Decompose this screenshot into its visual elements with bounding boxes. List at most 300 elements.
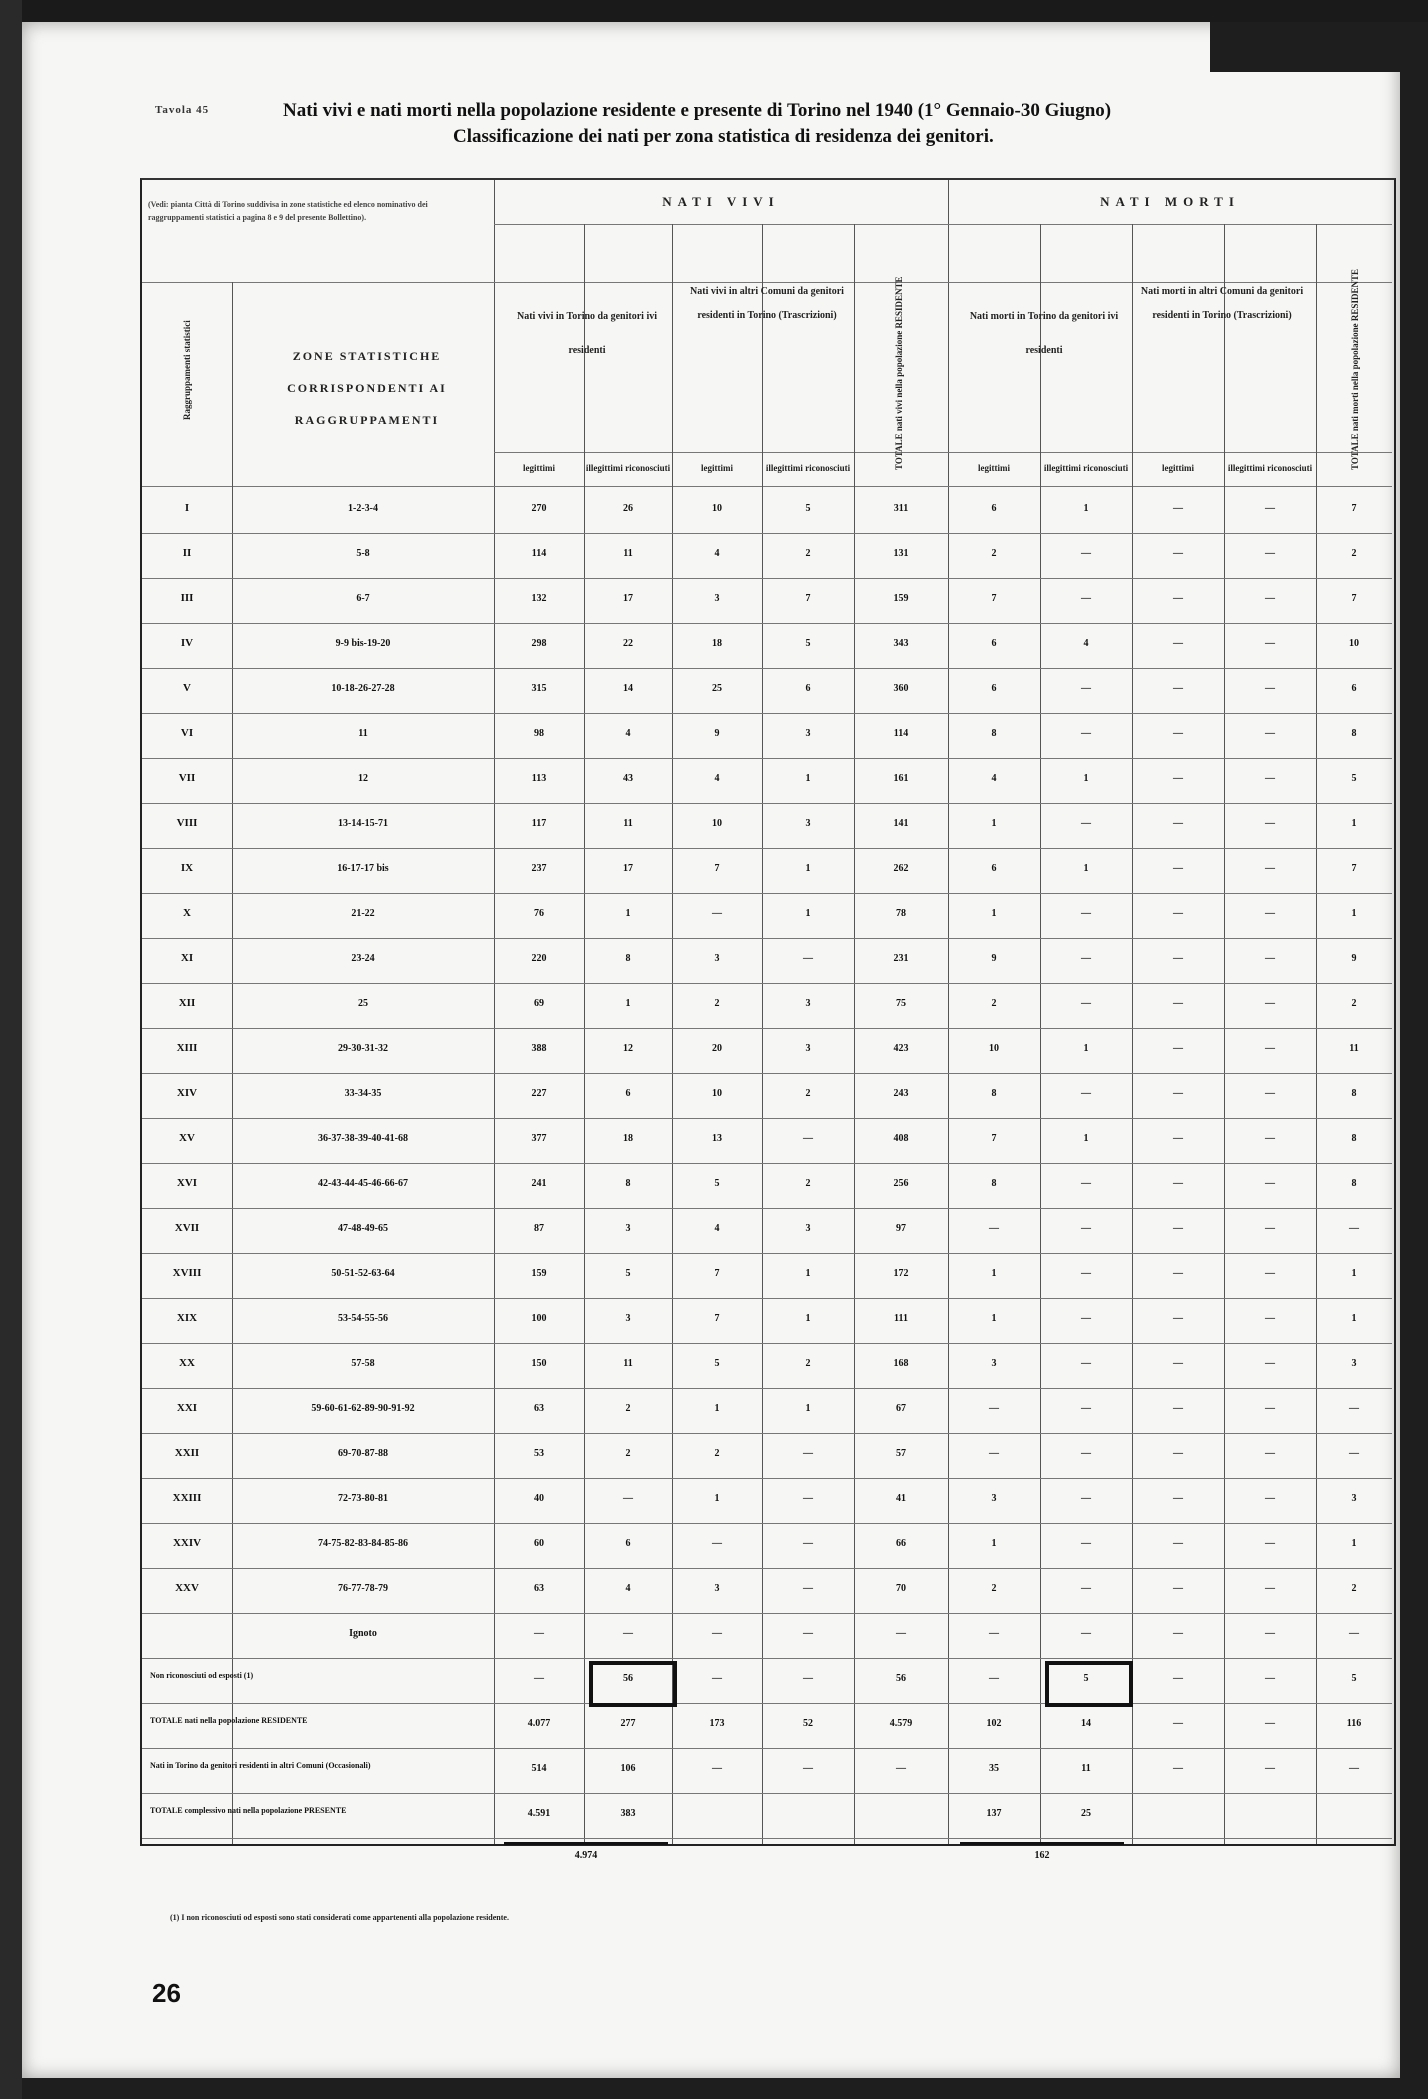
- zone-codes: 36-37-38-39-40-41-68: [318, 1133, 408, 1144]
- table-cell: —: [803, 1583, 813, 1594]
- table-cell: —: [1265, 593, 1275, 604]
- table-cell: 2: [714, 998, 720, 1009]
- table-cell: 114: [531, 548, 547, 559]
- table-cell: 3: [991, 1358, 997, 1369]
- table-cell: —: [1265, 1583, 1275, 1594]
- table-cell: —: [1081, 908, 1091, 919]
- header-divider: [494, 224, 1392, 225]
- header-nm-torino: Nati morti in Torino da genitori ivi residenti: [969, 311, 1119, 356]
- group-number: XIV: [176, 1087, 198, 1099]
- table-cell: 11: [623, 548, 633, 559]
- zone-codes: 10-18-26-27-28: [331, 683, 395, 694]
- header-totale-vivi: TOTALE nati vivi nella popolazione RESIDENTE: [894, 276, 904, 470]
- table-cell: —: [1265, 638, 1275, 649]
- table-cell: 13: [712, 1133, 722, 1144]
- table-cell: 2: [1351, 998, 1357, 1009]
- table-cell: 75: [896, 998, 906, 1009]
- table-cell: 60: [534, 1538, 544, 1549]
- table-cell: —: [1173, 1268, 1183, 1279]
- table-cell: 1: [1083, 773, 1089, 784]
- zone-codes: 11: [358, 728, 368, 739]
- table-cell: 4: [1083, 638, 1089, 649]
- header-nati-morti: NATI MORTI: [1100, 194, 1240, 209]
- table-cell: —: [1265, 728, 1275, 739]
- table-cell: —: [803, 1628, 813, 1639]
- table-cell: —: [1081, 1448, 1091, 1459]
- table-cell: 3: [714, 593, 720, 604]
- table-cell: 97: [896, 1223, 906, 1234]
- zone-codes: 59-60-61-62-89-90-91-92: [311, 1403, 415, 1414]
- table-cell: 1: [1083, 1043, 1089, 1054]
- page-number: 26: [152, 1978, 181, 2008]
- table-cell: —: [1081, 593, 1091, 604]
- table-cell: —: [1081, 1088, 1091, 1099]
- table-cell: 3: [805, 818, 811, 829]
- table-cell: —: [1081, 683, 1091, 694]
- group-number: XXV: [175, 1582, 199, 1594]
- header-nv-torino: Nati vivi in Torino da genitori ivi residenti: [516, 311, 658, 356]
- zone-codes: 69-70-87-88: [338, 1448, 388, 1459]
- table-cell: —: [1173, 773, 1183, 784]
- subheader-legittimi: legittimi: [523, 463, 555, 473]
- table-cell: —: [1173, 593, 1183, 604]
- table-cell: —: [1173, 1628, 1183, 1639]
- row-divider: [142, 1748, 1392, 1749]
- row-divider: [142, 1253, 1392, 1254]
- table-cell: 2: [991, 1583, 997, 1594]
- grand-total-morti: 162: [1034, 1850, 1050, 1861]
- table-cell: 106: [620, 1763, 636, 1774]
- table-cell: 1: [625, 908, 631, 919]
- column-divider: [232, 282, 233, 1844]
- table-cell: —: [1081, 1268, 1091, 1279]
- row-divider: [142, 1793, 1392, 1794]
- zone-codes: 42-43-44-45-46-66-67: [318, 1178, 408, 1189]
- table-cell: —: [1173, 548, 1183, 559]
- header-nm-altri: Nati morti in altri Comuni da genitori residenti in Torino (Trascrizioni): [1140, 286, 1304, 321]
- table-cell: —: [803, 1493, 813, 1504]
- group-number: XIII: [176, 1042, 198, 1054]
- table-cell: —: [803, 1448, 813, 1459]
- table-cell: 5: [714, 1358, 720, 1369]
- table-cell: —: [1265, 1313, 1275, 1324]
- table-cell: 66: [896, 1538, 906, 1549]
- table-cell: —: [1265, 998, 1275, 1009]
- table-cell: —: [803, 1673, 813, 1684]
- table-cell: —: [1173, 1763, 1183, 1774]
- table-cell: 52: [803, 1718, 813, 1729]
- table-cell: 388: [531, 1043, 547, 1054]
- table-cell: 220: [531, 953, 547, 964]
- table-cell: 7: [1351, 503, 1357, 514]
- table-cell: —: [1081, 1403, 1091, 1414]
- table-cell: 56: [896, 1673, 906, 1684]
- table-cell: 22: [623, 638, 633, 649]
- table-cell: 7: [1351, 863, 1357, 874]
- table-cell: 111: [894, 1313, 908, 1324]
- table-cell: —: [989, 1673, 999, 1684]
- table-cell: —: [1173, 863, 1183, 874]
- group-number: II: [182, 547, 192, 559]
- table-cell: 3: [805, 728, 811, 739]
- table-note: (Vedi: pianta Città di Torino suddivisa in zone statistiche ed elenco nominativo dei raggruppamenti statistici a pagina 8 e 9 del presente Bollettino).: [148, 200, 428, 222]
- row-divider: [142, 1343, 1392, 1344]
- table-cell: 2: [805, 548, 811, 559]
- table-cell: 2: [805, 1358, 811, 1369]
- table-cell: —: [1173, 1088, 1183, 1099]
- zone-codes: 72-73-80-81: [338, 1493, 388, 1504]
- table-cell: 1: [991, 908, 997, 919]
- group-number: X: [183, 907, 191, 919]
- table-cell: —: [803, 953, 813, 964]
- table-cell: 4: [625, 1583, 631, 1594]
- table-cell: 2: [714, 1448, 720, 1459]
- table-cell: 117: [531, 818, 547, 829]
- table-cell: —: [1173, 1133, 1183, 1144]
- table-cell: —: [989, 1223, 999, 1234]
- table-cell: —: [989, 1628, 999, 1639]
- row-divider: [142, 668, 1392, 669]
- table-cell: 3: [991, 1493, 997, 1504]
- table-cell: 9: [714, 728, 720, 739]
- table-cell: 4.077: [527, 1718, 551, 1729]
- table-cell: 423: [893, 1043, 909, 1054]
- table-cell: —: [1173, 1538, 1183, 1549]
- total-bracket: [504, 1842, 668, 1845]
- table-cell: 377: [531, 1133, 547, 1144]
- table-cell: 3: [625, 1223, 631, 1234]
- zone-codes: 50-51-52-63-64: [331, 1268, 395, 1279]
- table-cell: 87: [534, 1223, 544, 1234]
- table-cell: 383: [620, 1808, 636, 1819]
- group-number: IX: [180, 862, 194, 874]
- statistics-table: [140, 178, 1396, 1861]
- group-number: IV: [180, 637, 194, 649]
- highlight-box: [1045, 1661, 1133, 1707]
- table-cell: 1: [805, 863, 811, 874]
- table-cell: 168: [893, 1358, 909, 1369]
- table-cell: 18: [712, 638, 722, 649]
- scan-gap: [1210, 22, 1428, 72]
- row-divider: [142, 893, 1392, 894]
- table-cell: 114: [893, 728, 909, 739]
- table-cell: —: [1173, 1493, 1183, 1504]
- zone-codes: Ignoto: [349, 1628, 377, 1639]
- table-cell: 1: [1351, 1538, 1357, 1549]
- zone-codes: 9-9 bis-19-20: [335, 638, 391, 649]
- table-cell: —: [1265, 1043, 1275, 1054]
- scan-border-top: [0, 0, 1428, 22]
- table-cell: —: [1265, 1133, 1275, 1144]
- table-cell: 76: [534, 908, 544, 919]
- subheader-illegittimi: illegittimi riconosciuti: [1227, 463, 1313, 473]
- table-cell: 1: [714, 1403, 720, 1414]
- table-cell: 2: [625, 1448, 631, 1459]
- group-number: XVIII: [172, 1267, 202, 1279]
- row-divider: [142, 1388, 1392, 1389]
- table-cell: —: [1265, 1718, 1275, 1729]
- table-cell: —: [1173, 1223, 1183, 1234]
- group-number: XII: [178, 997, 196, 1009]
- table-cell: —: [1349, 1403, 1359, 1414]
- table-cell: 116: [1346, 1718, 1362, 1729]
- table-cell: —: [1349, 1628, 1359, 1639]
- table-cell: 1: [991, 818, 997, 829]
- table-cell: 1: [805, 773, 811, 784]
- table-cell: 1: [1351, 1313, 1357, 1324]
- table-cell: —: [534, 1673, 544, 1684]
- table-cell: 63: [534, 1403, 544, 1414]
- group-number: I: [184, 502, 190, 514]
- table-cell: 1: [1083, 1133, 1089, 1144]
- table-cell: —: [1081, 548, 1091, 559]
- table-cell: 8: [991, 728, 997, 739]
- row-divider: [142, 1073, 1392, 1074]
- table-cell: 5: [805, 503, 811, 514]
- table-cell: 1: [1083, 503, 1089, 514]
- table-cell: 6: [991, 503, 997, 514]
- table-cell: —: [1265, 1403, 1275, 1414]
- total-bracket: [960, 1842, 1124, 1845]
- table-cell: —: [1081, 953, 1091, 964]
- table-cell: —: [1173, 683, 1183, 694]
- table-cell: 298: [531, 638, 547, 649]
- table-cell: 20: [712, 1043, 722, 1054]
- table-cell: —: [1265, 1628, 1275, 1639]
- table-cell: —: [1081, 998, 1091, 1009]
- table-cell: 113: [531, 773, 547, 784]
- table-cell: 56: [623, 1673, 633, 1684]
- table-cell: 3: [1351, 1493, 1357, 1504]
- table-cell: —: [1349, 1763, 1359, 1774]
- subheader-legittimi: legittimi: [1162, 463, 1194, 473]
- table-cell: 4: [714, 1223, 720, 1234]
- table-cell: 10: [712, 503, 722, 514]
- table-cell: —: [1173, 953, 1183, 964]
- table-cell: 6: [625, 1088, 631, 1099]
- table-cell: 69: [534, 998, 544, 1009]
- group-number: III: [180, 592, 194, 604]
- table-cell: 241: [531, 1178, 547, 1189]
- table-cell: —: [803, 1133, 813, 1144]
- table-cell: —: [1265, 953, 1275, 964]
- table-cell: 6: [991, 638, 997, 649]
- group-number: VI: [180, 727, 194, 739]
- table-cell: 1: [625, 998, 631, 1009]
- header-divider: [494, 452, 1392, 453]
- table-cell: 9: [1351, 953, 1357, 964]
- table-cell: 53: [534, 1448, 544, 1459]
- row-divider: [142, 713, 1392, 714]
- table-cell: 18: [623, 1133, 633, 1144]
- table-cell: 26: [623, 503, 633, 514]
- table-cell: 1: [991, 1268, 997, 1279]
- table-cell: —: [1173, 1178, 1183, 1189]
- row-divider: [142, 803, 1392, 804]
- table-cell: 12: [623, 1043, 633, 1054]
- table-cell: —: [1173, 1403, 1183, 1414]
- header-nati-vivi: NATI VIVI: [662, 194, 780, 209]
- row-divider: [142, 1703, 1392, 1704]
- table-cell: 159: [893, 593, 909, 604]
- zone-codes: 12: [358, 773, 368, 784]
- table-cell: 8: [991, 1178, 997, 1189]
- table-cell: 3: [714, 953, 720, 964]
- table-cell: —: [1173, 1673, 1183, 1684]
- group-number: XXIII: [172, 1492, 202, 1504]
- zone-codes: 74-75-82-83-84-85-86: [318, 1538, 408, 1549]
- table-cell: 4: [714, 773, 720, 784]
- table-cell: —: [1265, 1448, 1275, 1459]
- table-cell: 2: [805, 1088, 811, 1099]
- table-cell: —: [1081, 1583, 1091, 1594]
- table-cell: —: [1265, 1763, 1275, 1774]
- header-totale-morti: TOTALE nati morti nella popolazione RESIDENTE: [1350, 269, 1360, 470]
- table-cell: 343: [893, 638, 909, 649]
- table-cell: 7: [714, 1313, 720, 1324]
- table-cell: —: [1173, 503, 1183, 514]
- group-number: XVII: [174, 1222, 200, 1234]
- table-cell: 17: [623, 593, 633, 604]
- table-cell: 514: [531, 1763, 547, 1774]
- table-cell: —: [623, 1628, 633, 1639]
- table-cell: 3: [805, 998, 811, 1009]
- table-cell: 1: [805, 1268, 811, 1279]
- group-number: XVI: [176, 1177, 198, 1189]
- table-cell: 227: [531, 1088, 547, 1099]
- table-cell: —: [1081, 818, 1091, 829]
- header-nv-altri: Nati vivi in altri Comuni da genitori residenti in Torino (Trascrizioni): [690, 286, 844, 321]
- table-cell: —: [1265, 1223, 1275, 1234]
- table-cell: 2: [1351, 1583, 1357, 1594]
- table-cell: 2: [1351, 548, 1357, 559]
- table-cell: 6: [625, 1538, 631, 1549]
- row-divider: [142, 1163, 1392, 1164]
- table-cell: 78: [896, 908, 906, 919]
- table-cell: 231: [893, 953, 909, 964]
- row-divider: [142, 1478, 1392, 1479]
- table-cell: 10: [989, 1043, 999, 1054]
- subheader-illegittimi: illegittimi riconosciuti: [1043, 463, 1129, 473]
- table-cell: 40: [534, 1493, 544, 1504]
- table-cell: 137: [986, 1808, 1002, 1819]
- table-cell: —: [1081, 1178, 1091, 1189]
- table-cell: —: [712, 908, 722, 919]
- column-divider: [1316, 224, 1317, 1844]
- table-cell: 1: [991, 1313, 997, 1324]
- header-raggruppamenti: Raggruppamenti statistici: [182, 320, 192, 420]
- table-cell: —: [1265, 1493, 1275, 1504]
- table-cell: 6: [991, 863, 997, 874]
- table-cell: 102: [986, 1718, 1002, 1729]
- highlight-box: [589, 1661, 677, 1707]
- table-cell: 262: [893, 863, 909, 874]
- table-cell: —: [1265, 548, 1275, 559]
- table-cell: 8: [1351, 1178, 1357, 1189]
- table-cell: —: [1173, 908, 1183, 919]
- table-cell: —: [1349, 1223, 1359, 1234]
- table-cell: 5: [625, 1268, 631, 1279]
- table-cell: —: [1081, 1538, 1091, 1549]
- table-cell: 237: [531, 863, 547, 874]
- table-cell: —: [1173, 1448, 1183, 1459]
- table-cell: 1: [714, 1493, 720, 1504]
- table-cell: 270: [531, 503, 547, 514]
- table-cell: 17: [623, 863, 633, 874]
- table-cell: 10: [1349, 638, 1359, 649]
- table-cell: 5: [1351, 773, 1357, 784]
- table-cell: 3: [805, 1223, 811, 1234]
- table-cell: —: [712, 1628, 722, 1639]
- table-cell: —: [896, 1628, 906, 1639]
- table-cell: 5: [1083, 1673, 1089, 1684]
- zone-codes: 16-17-17 bis: [337, 863, 389, 874]
- table-cell: 1: [991, 1538, 997, 1549]
- table-cell: 14: [623, 683, 633, 694]
- table-cell: 7: [805, 593, 811, 604]
- subheader-legittimi: legittimi: [701, 463, 733, 473]
- subheader-legittimi: legittimi: [978, 463, 1010, 473]
- page-title: Nati vivi e nati morti nella popolazione residente e presente di Torino nel 1940 (1° Gennaio-30 Giugno): [283, 100, 1112, 121]
- table-cell: —: [1081, 1313, 1091, 1324]
- zone-codes: 23-24: [351, 953, 375, 964]
- table-cell: 100: [531, 1313, 547, 1324]
- table-cell: —: [1265, 1178, 1275, 1189]
- table-cell: —: [1173, 1718, 1183, 1729]
- zone-codes: 25: [358, 998, 368, 1009]
- row-divider: [142, 1118, 1392, 1119]
- column-divider: [948, 180, 949, 1844]
- table-cell: 10: [712, 1088, 722, 1099]
- table-cell: —: [1265, 503, 1275, 514]
- table-cell: 2: [625, 1403, 631, 1414]
- row-divider: [142, 758, 1392, 759]
- table-cell: 256: [893, 1178, 909, 1189]
- zone-codes: 5-8: [356, 548, 370, 559]
- table-cell: 6: [805, 683, 811, 694]
- table-cell: —: [803, 1538, 813, 1549]
- table-cell: 277: [620, 1718, 636, 1729]
- table-cell: —: [1349, 1448, 1359, 1459]
- subheader-illegittimi: illegittimi riconosciuti: [765, 463, 851, 473]
- table-cell: 1: [805, 1403, 811, 1414]
- zone-codes: 29-30-31-32: [338, 1043, 388, 1054]
- table-cell: 4.591: [527, 1808, 551, 1819]
- table-cell: 4: [991, 773, 997, 784]
- table-cell: 8: [625, 953, 631, 964]
- zone-codes: 57-58: [351, 1358, 375, 1369]
- table-cell: 4.579: [889, 1718, 913, 1729]
- table-cell: 4: [625, 728, 631, 739]
- table-cell: 6: [1351, 683, 1357, 694]
- group-number: VIII: [176, 817, 198, 829]
- table-cell: —: [1265, 773, 1275, 784]
- table-cell: —: [1173, 728, 1183, 739]
- table-cell: 7: [1351, 593, 1357, 604]
- table-cell: 131: [893, 548, 909, 559]
- table-cell: 150: [531, 1358, 547, 1369]
- zone-codes: 53-54-55-56: [338, 1313, 388, 1324]
- table-cell: 1: [805, 908, 811, 919]
- row-divider: [142, 1838, 1392, 1839]
- zone-codes: 33-34-35: [344, 1088, 382, 1099]
- grand-total-vivi: 4.974: [574, 1850, 598, 1861]
- table-cell: —: [896, 1763, 906, 1774]
- group-number: XX: [179, 1357, 195, 1369]
- zone-codes: 1-2-3-4: [348, 503, 378, 514]
- table-cell: —: [989, 1403, 999, 1414]
- row-divider: [142, 578, 1392, 579]
